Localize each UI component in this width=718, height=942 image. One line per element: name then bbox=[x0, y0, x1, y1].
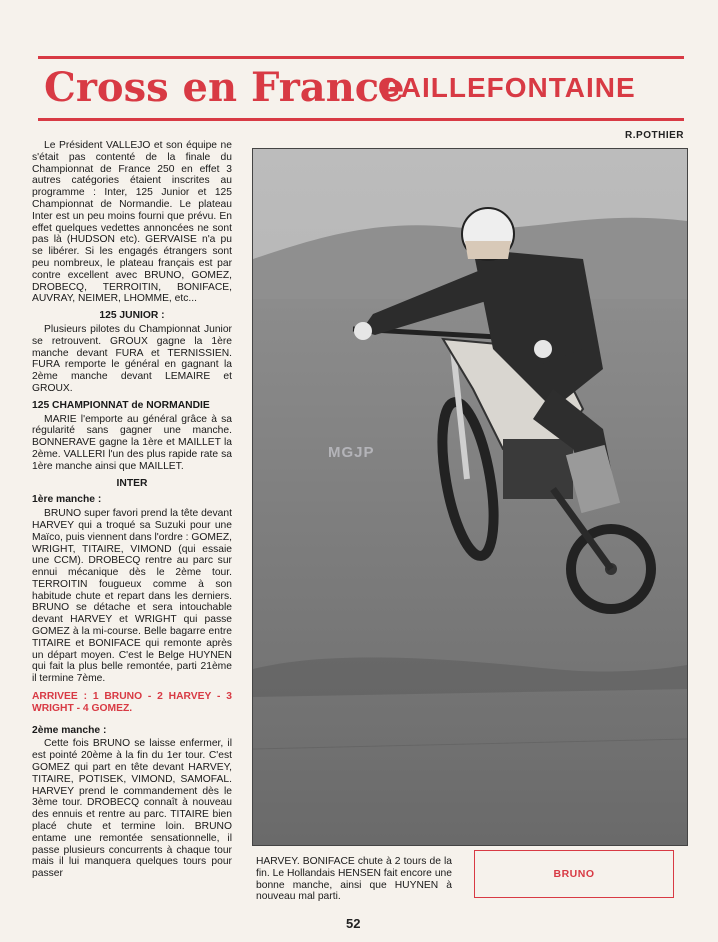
article-column bbox=[32, 140, 232, 885]
watermark: MGJP bbox=[328, 444, 375, 461]
arrivee-result: ARRIVEE : 1 BRUNO - 2 HARVEY - 3 WRIGHT - 4 GOMEZ. bbox=[32, 691, 232, 714]
continuation-paragraph: HARVEY. BONIFACE chute à 2 tours de la fin. Le Hollandais HENSEN fait encore une bonne manche, ainsi que HUYNEN à nouveau mal parti. bbox=[256, 856, 452, 903]
junior-heading: 125 JUNIOR : bbox=[99, 310, 165, 322]
page-number: 52 bbox=[346, 916, 361, 931]
normandie-heading: 125 CHAMPIONNAT de NORMANDIE bbox=[32, 399, 210, 411]
photo-caption-box bbox=[474, 850, 674, 898]
photo-caption: BRUNO bbox=[553, 868, 595, 880]
author-credit: R.POTHIER bbox=[625, 130, 684, 141]
place-title: GAILLEFONTAINE bbox=[378, 72, 636, 103]
normandie-paragraph: MARIE l'emporte au général grâce à sa régularité sans gagner une manche. BONNERAVE gagne la 1ère et MAILLET la 2ème. VALLERI l'un des plus rapide rate sa 1ère manche ainsi que MAILLET. bbox=[32, 413, 232, 472]
inter-heading: INTER bbox=[116, 477, 148, 489]
header-rule-bottom bbox=[38, 118, 684, 121]
manche1-paragraph: BRUNO super favori prend la tête devant HARVEY qui a troqué sa Suzuki pour une Maïco, puis viennent dans l'ordre : GOMEZ, WRIGHT, TITAIRE, VIMOND (qui essaie une CCM). DROBECQ rentre au parc sur ennui mécanique dès le 2ème tour. TERROITIN fougueux comme à son habitude chute et repart dans les derniers. BRUNO se détache et sera intouchable devant HARVEY et WRIGHT qui passe GOMEZ à la mi-course. Belle bagarre entre TITAIRE et BONIFACE qui remonte après un départ moyen. C'est le Belge HUYNEN qui fait la plus belle remontée, parti 21ème il termine 7ème. bbox=[32, 508, 232, 685]
manche2-paragraph: Cette fois BRUNO se laisse enfermer, il est pointé 20ème à la fin du 1er tour. C'est GOMEZ qui part en tête devant HARVEY, TITAIRE, POTISEK, VIMOND, SAMOFAL. HARVEY prend le commandement dès le 3ème tour. DROBECQ connaît à nouveau des ennuis et rentre au parc. TITAIRE bien placé chute et termine loin. BRUNO entame une remontée sensationnelle, il passe plusieurs concurrents à chaque tour mais il lui manquera quelques tours pour passer bbox=[32, 738, 232, 880]
section-title: Cross en France bbox=[44, 64, 405, 111]
manche2-heading: 2ème manche : bbox=[32, 724, 107, 736]
rider-jump-illustration bbox=[253, 149, 687, 845]
manche1-heading: 1ère manche : bbox=[32, 494, 102, 506]
motocross-photo bbox=[252, 148, 688, 846]
junior-paragraph: Plusieurs pilotes du Championnat Junior se retrouvent. GROUX gagne la 1ère manche devant FURA et TERNISSIEN. FURA remporte le général en gagnant la 2ème manche devant LEMAIRE et GROUX. bbox=[32, 323, 232, 394]
intro-paragraph: Le Président VALLEJO et son équipe ne s'était pas contenté de la finale du Championnat de France 250 en effet 3 autres catégories étaient inscrites au programme : Inter, 125 Junior et 125 Championnat de Normandie. Le plateau Inter est un peu moins fourni que prévu. En effet quelques vedettes annoncées ne sont pas là (HUDSON etc). GERVAISE n'a pu se libérer. Si les engagés étrangers sont peu nombreux, le plateau français est par contre excellent avec BRUNO, GOMEZ, DROBECQ, TERROITIN, BONIFACE, AUVRAY, NEIMER, LHOMME, etc... bbox=[32, 140, 232, 305]
article-continuation bbox=[256, 856, 452, 903]
header-rule-top bbox=[38, 56, 684, 59]
